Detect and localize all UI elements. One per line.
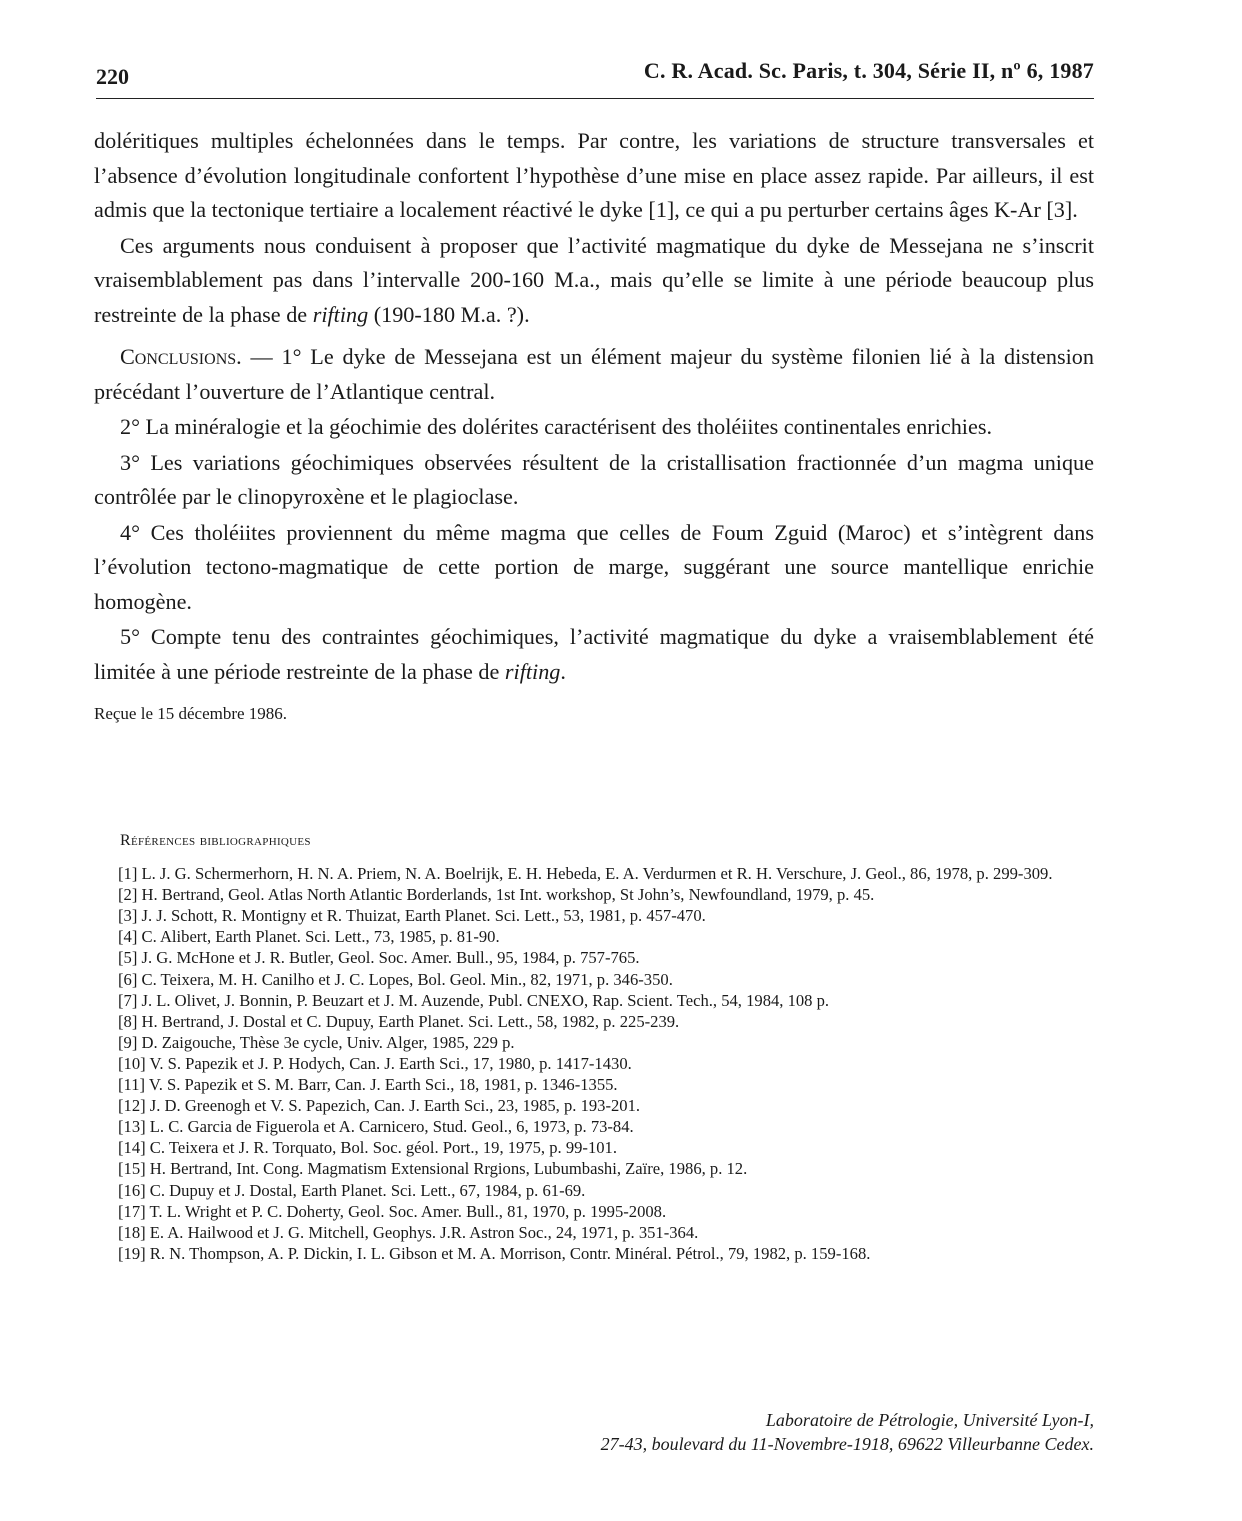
reference-item: [15] H. Bertrand, Int. Cong. Magmatism Extensional Rrgions, Lubumbashi, Zaïre, 1986, p. 12. <box>118 1159 748 1179</box>
conclusion-5 <box>94 620 1094 689</box>
reference-item: [1] L. J. G. Schermerhorn, H. N. A. Priem, N. A. Boelrijk, E. H. Hebeda, E. A. Verdurmen et R. H. Verschure, J. Geol., 86, 1978, p. 299-309. <box>118 864 1053 884</box>
article-body <box>94 124 1094 725</box>
journal-citation: C. R. Acad. Sc. Paris, t. 304, Série II, nº 6, 1987 <box>643 58 1094 83</box>
affiliation-address: 27-43, boulevard du 11-Novembre-1918, 69622 Villeurbanne Cedex. <box>600 1434 1094 1454</box>
conclusion-4: 4° Ces tholéiites proviennent du même magma que celles de Foum Zguid (Maroc) et s’intègrent dans l’évolution tectono-magmatique de cette portion de marge, suggérant une source mantellique enrichie homogène. <box>94 519 1094 614</box>
conclusions-label: Conclusions. <box>120 344 242 369</box>
paragraph-arguments-end: (190-180 M.a. ?). <box>368 301 530 327</box>
reference-item: [10] V. S. Papezik et J. P. Hodych, Can. J. Earth Sci., 17, 1980, p. 1417-1430. <box>118 1053 632 1073</box>
reference-item: [12] J. D. Greenogh et V. S. Papezich, Can. J. Earth Sci., 23, 1985, p. 193-201. <box>118 1096 641 1116</box>
conclusion-5-end: . <box>560 658 566 684</box>
paragraph-arguments <box>94 229 1094 333</box>
rifting-term: rifting <box>312 301 369 327</box>
reference-item: [2] H. Bertrand, Geol. Atlas North Atlantic Borderlands, 1st Int. workshop, St John’s, Newfoundland, 1979, p. 45. <box>118 885 875 905</box>
paragraph-continued: doléritiques multiples échelonnées dans le temps. Par contre, les variations de structure transversales et l’absence d’évolution longitudinale confortent l’hypothèse d’une mise en place assez rapide. Par ailleurs, il est admis que la tectonique tertiaire a localement réactivé le dyke [1], ce qui a pu perturber certains âges K-Ar [3]. <box>94 128 1094 222</box>
rifting-term-2: rifting <box>504 658 561 684</box>
reference-item: [9] D. Zaigouche, Thèse 3e cycle, Univ. Alger, 1985, 229 p. <box>118 1032 515 1052</box>
conclusion-1 <box>94 340 1094 409</box>
page-number: 220 <box>96 64 129 89</box>
author-affiliation <box>394 1408 1094 1456</box>
reference-item: [7] J. L. Olivet, J. Bonnin, P. Beuzart et J. M. Auzende, Publ. CNEXO, Rap. Scient. Tech., 54, 1984, 108 p. <box>118 990 830 1010</box>
reference-item: [17] T. L. Wright et P. C. Doherty, Geol. Soc. Amer. Bull., 81, 1970, p. 1995-2008. <box>118 1201 667 1221</box>
reference-item: [5] J. G. McHone et J. R. Butler, Geol. Soc. Amer. Bull., 95, 1984, p. 757-765. <box>118 948 640 968</box>
conclusion-2: 2° La minéralogie et la géochimie des dolérites caractérisent des tholéiites continentales enrichies. <box>120 414 992 439</box>
reference-item: [3] J. J. Schott, R. Montigny et R. Thuizat, Earth Planet. Sci. Lett., 53, 1981, p. 457-470. <box>118 906 706 926</box>
conclusion-3: 3° Les variations géochimiques observées résultent de la cristallisation fractionnée d’un magma unique contrôlée par le clinopyroxène et le plagioclase. <box>94 449 1094 509</box>
received-date: Reçue le 15 décembre 1986. <box>94 704 288 723</box>
reference-item: [11] V. S. Papezik et S. M. Barr, Can. J. Earth Sci., 18, 1981, p. 1346-1355. <box>118 1075 618 1095</box>
paragraph-arguments-text: Ces arguments nous conduisent à proposer que l’activité magmatique du dyke de Messejana ne s’inscrit vraisemblablement pas dans l’intervalle 200-160 M.a., mais qu’elle se limite à une période beaucoup plus restreinte de la phase de <box>94 232 1094 327</box>
affiliation-lab: Laboratoire de Pétrologie, Université Lyon-I, <box>765 1410 1094 1430</box>
conclusion-1-text: — 1° Le dyke de Messejana est un élément majeur du système filonien lié à la distension précédant l’ouverture de l’Atlantique central. <box>94 344 1094 404</box>
reference-item: [16] C. Dupuy et J. Dostal, Earth Planet. Sci. Lett., 67, 1984, p. 61-69. <box>118 1180 586 1200</box>
reference-item: [14] C. Teixera et J. R. Torquato, Bol. Soc. géol. Port., 19, 1975, p. 99-101. <box>118 1138 617 1158</box>
reference-item: [19] R. N. Thompson, A. P. Dickin, I. L. Gibson et M. A. Morrison, Contr. Minéral. Pétrol., 79, 1982, p. 159-168. <box>118 1243 871 1263</box>
page-header <box>96 52 1094 99</box>
references-heading: Références bibliographiques <box>120 832 311 849</box>
reference-item: [13] L. C. Garcia de Figuerola et A. Carnicero, Stud. Geol., 6, 1973, p. 73-84. <box>118 1117 634 1137</box>
reference-item: [6] C. Teixera, M. H. Canilho et J. C. Lopes, Bol. Geol. Min., 82, 1971, p. 346-350. <box>118 969 673 989</box>
reference-item: [4] C. Alibert, Earth Planet. Sci. Lett., 73, 1985, p. 81-90. <box>118 927 500 947</box>
conclusion-5-text: 5° Compte tenu des contraintes géochimiques, l’activité magmatique du dyke a vraisemblablement été limitée à une période restreinte de la phase de <box>94 624 1094 684</box>
references-section <box>98 830 1094 1264</box>
reference-item: [8] H. Bertrand, J. Dostal et C. Dupuy, Earth Planet. Sci. Lett., 58, 1982, p. 225-239. <box>118 1011 680 1031</box>
reference-item: [18] E. A. Hailwood et J. G. Mitchell, Geophys. J.R. Astron Soc., 24, 1971, p. 351-364. <box>118 1222 699 1242</box>
